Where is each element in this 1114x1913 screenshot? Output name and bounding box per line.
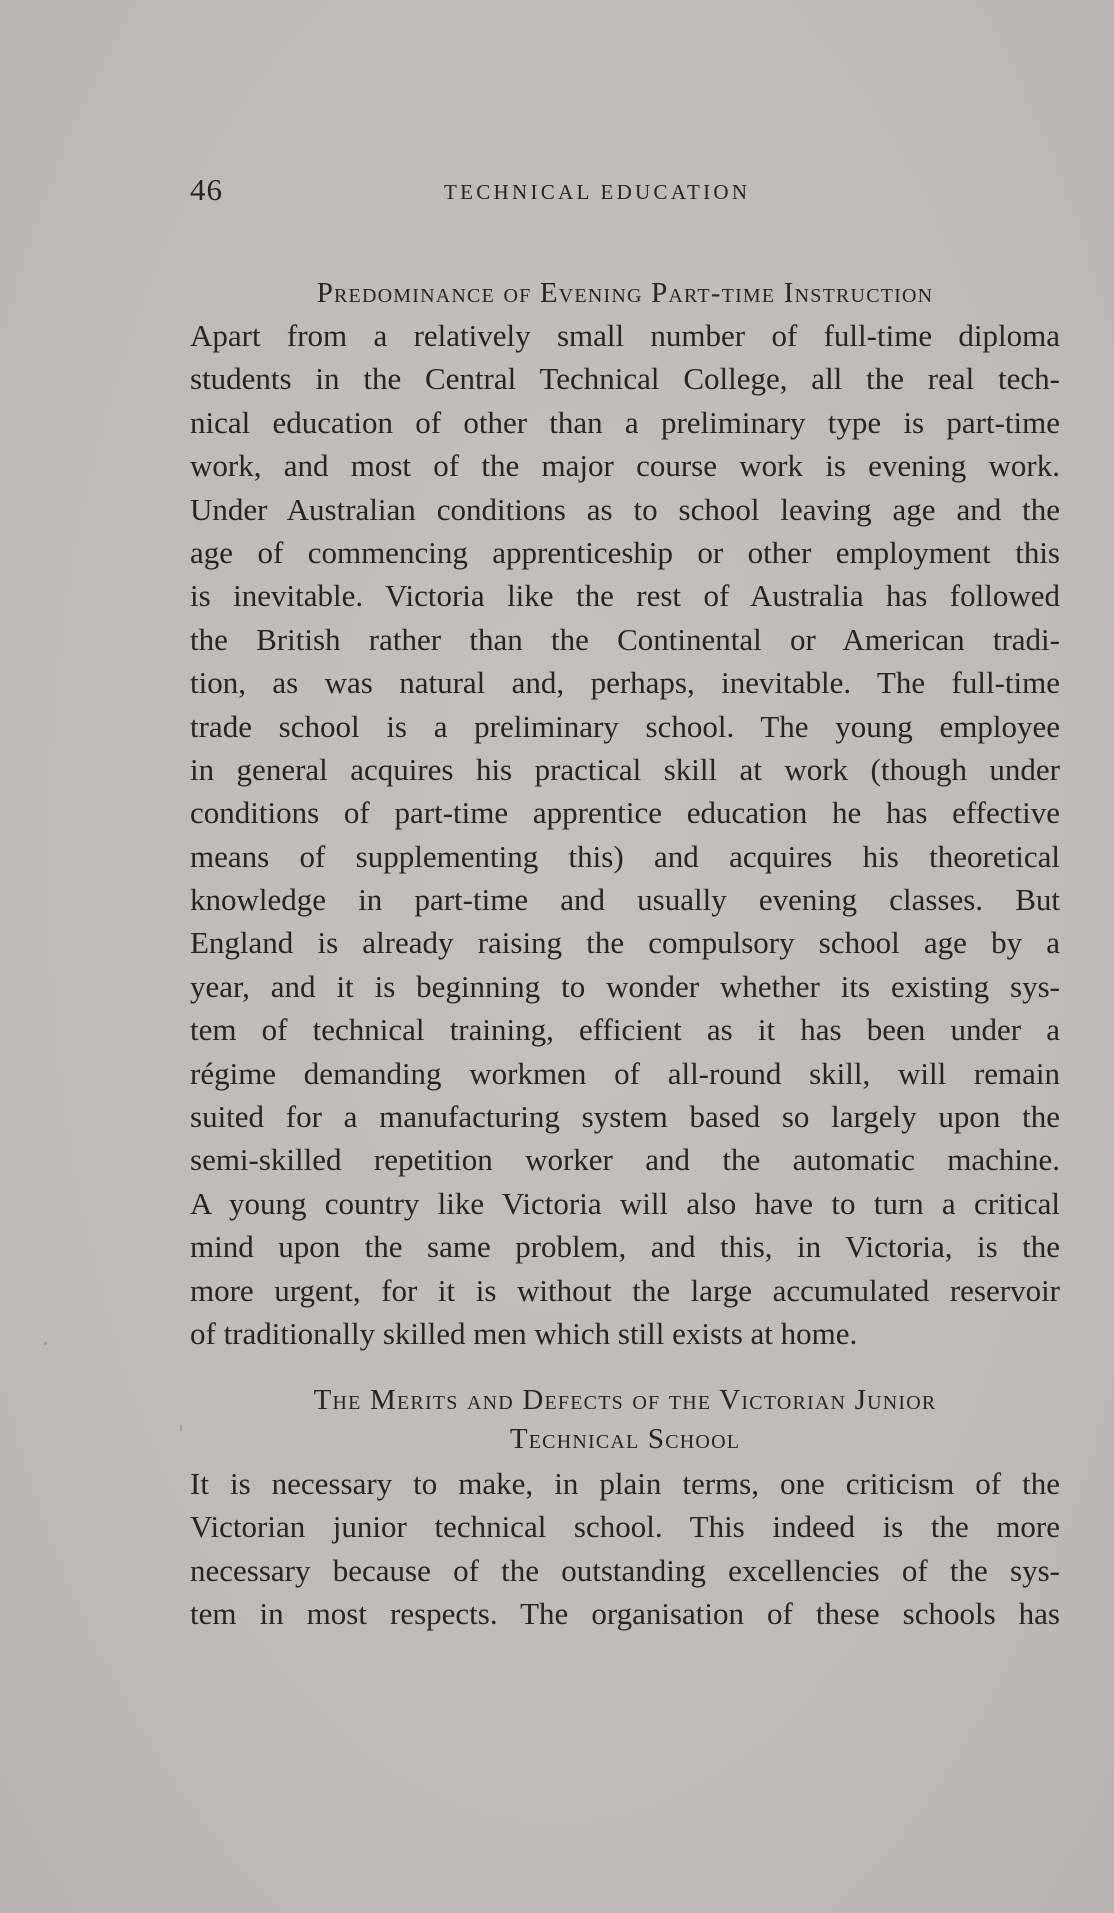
page-number: 46 <box>190 172 223 207</box>
text-line: A young country like Victoria will also have to turn a critical <box>190 1185 1060 1221</box>
text-line: age of commencing apprenticeship or other employment this <box>190 534 1060 570</box>
text-line: Under Australian conditions as to school leaving age and the <box>190 491 1060 527</box>
text-line: Apart from a relatively small number of full-time diploma <box>190 318 1060 353</box>
text-line: students in the Central Technical College, all the real tech- <box>190 361 1060 397</box>
text-line: tion, as was natural and, perhaps, inevitable. The full-time <box>190 665 1060 701</box>
running-head <box>190 170 1060 210</box>
text-line: of traditionally skilled men which still exists at home. <box>190 1315 858 1351</box>
text-line: in general acquires his practical skill at work (though under <box>190 751 1060 787</box>
text-line: suited for a manufacturing system based so largely upon the <box>190 1099 1060 1135</box>
paragraph-evening-instruction <box>190 314 1060 1355</box>
text-line: the British rather than the Continental or American tradi- <box>190 621 1060 657</box>
text-line: mind upon the same problem, and this, in Victoria, is the <box>190 1229 1060 1265</box>
text-line: tem of technical training, efficient as it has been under a <box>190 1012 1060 1048</box>
paper-speck <box>180 1425 182 1431</box>
text-line: semi-skilled repetition worker and the automatic machine. <box>190 1142 1060 1178</box>
text-line: more urgent, for it is without the large accumulated reservoir <box>190 1272 1060 1308</box>
text-line: nical education of other than a preliminary type is part-time <box>190 404 1060 440</box>
paper-speck <box>44 1342 47 1345</box>
text-line: trade school is a preliminary school. The young employee <box>190 708 1060 744</box>
text-line: conditions of part-time apprentice education he has effective <box>190 795 1060 831</box>
text-line: means of supplementing this) and acquires his theoretical <box>190 838 1060 874</box>
text-line: necessary because of the outstanding excellencies of the sys- <box>190 1552 1060 1588</box>
text-line: work, and most of the major course work is evening work. <box>190 448 1060 484</box>
heading-line: The Merits and Defects of the Victorian Junior <box>313 1384 937 1416</box>
text-line: tem in most respects. The organisation of these schools has <box>190 1596 1060 1632</box>
heading-line: Technical School <box>509 1423 741 1455</box>
text-line: Victorian junior technical school. This indeed is the more <box>190 1509 1060 1545</box>
text-line: régime demanding workmen of all-round skill, will remain <box>190 1055 1060 1091</box>
text-line: year, and it is beginning to wonder whether its existing sys- <box>190 968 1060 1004</box>
text-line: knowledge in part-time and usually evening classes. But <box>190 882 1060 918</box>
section-heading-junior-technical-school <box>190 1381 1060 1459</box>
running-title: TECHNICAL EDUCATION <box>444 180 751 204</box>
text-line: is inevitable. Victoria like the rest of Australia has followed <box>190 578 1060 614</box>
text-line: It is necessary to make, in plain terms, one criticism of the <box>190 1466 1060 1501</box>
section-heading-evening-instruction: Predominance of Evening Part-time Instruction <box>316 277 934 309</box>
text-line: England is already raising the compulsory school age by a <box>190 925 1060 961</box>
paragraph-junior-technical-school <box>190 1462 1060 1636</box>
